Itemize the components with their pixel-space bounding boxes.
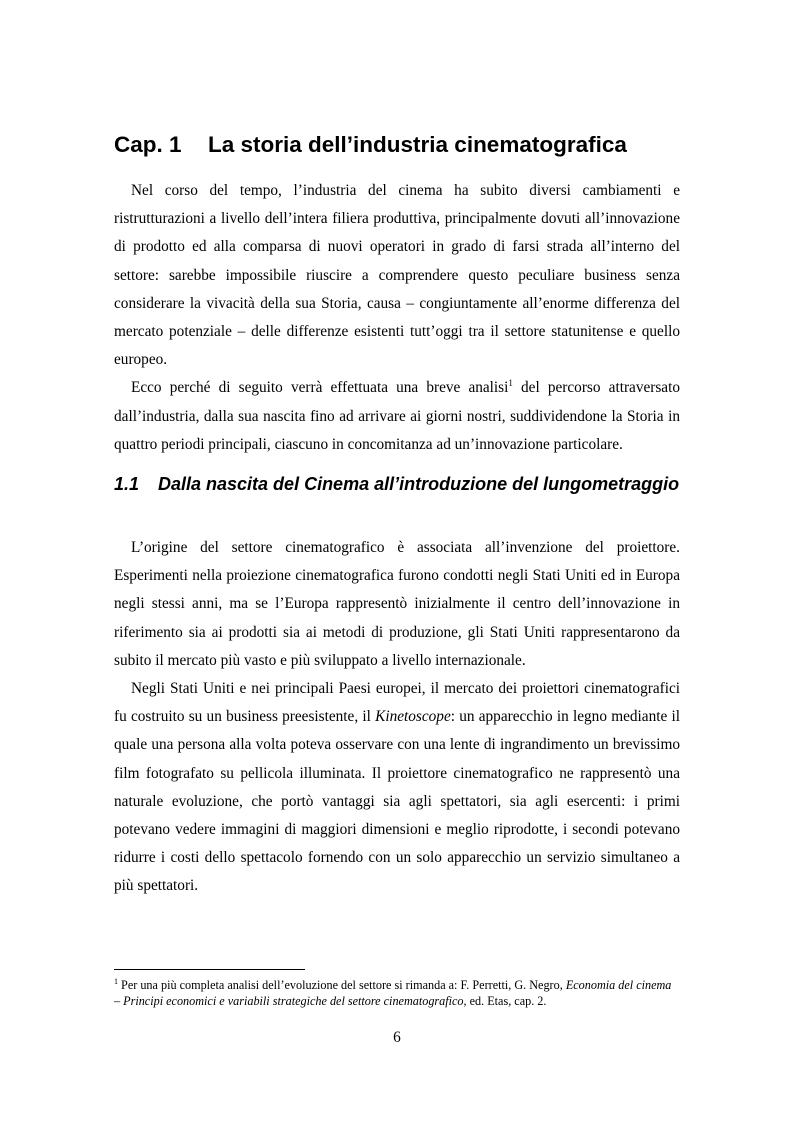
footnote-book-title: Economia del cinema – Principi economici e variabili strategiche del settore cinematografico	[114, 978, 672, 1008]
intro-paragraph-2	[114, 374, 680, 459]
footnote-reference[interactable]: 1	[508, 378, 513, 389]
section-paragraph-2	[114, 675, 680, 901]
chapter-number: Cap. 1	[114, 132, 182, 157]
section-paragraph-2-text-b: : un apparecchio in legno mediante il quale una persona alla volta poteva osservare con una lente di ingrandimento un brevissimo film fotografato su pellicola illuminata. Il proiettore cinematografico ne rappresentò una naturale evoluzione, che portò vantaggi sia agli spettatori, sia agli esercenti: i primi potevano vedere immagini di maggiori dimensioni e meglio riprodotte, i secondi potevano ridurre i costi dello spettacolo fornendo con un solo apparecchio un servizio simultaneo a più spettatori.	[114, 708, 680, 895]
footnote-divider	[114, 969, 305, 970]
page-number: 6	[393, 1029, 401, 1046]
footnote	[114, 978, 680, 1009]
intro-paragraph-2-text-a: Ecco perché di seguito verrà effettuata una breve analisi	[131, 379, 509, 397]
section-paragraph-2-text-a: Negli Stati Uniti e nei principali Paesi europei, il mercato dei proiettori cinematografici fu costruito su un business preesistente, il	[114, 680, 680, 726]
kinetoscope-term: Kinetoscope	[375, 708, 451, 726]
intro-block	[114, 177, 680, 459]
chapter-title-text: La storia dell’industria cinematografica	[208, 132, 627, 157]
section-paragraph-1: L’origine del settore cinematografico è associata all’invenzione del proiettore. Esperimenti nella proiezione cinematografica furono condotti negli Stati Uniti ed in Europa negli stessi anni, ma se l’Europa rappresentò inizialmente il centro dell’innovazione in riferimento sia ai prodotti sia ai metodi di produzione, gli Stati Uniti rappresentarono da subito il mercato più vasto e più sviluppato a livello internazionale.	[114, 539, 680, 669]
section-title	[114, 473, 720, 495]
chapter-title	[114, 131, 714, 159]
intro-paragraph-1: Nel corso del tempo, l’industria del cinema ha subito diversi cambiamenti e ristrutturazioni a livello dell’intera filiera produttiva, principalmente dovuti all’innovazione di prodotto ed alla comparsa di nuovi operatori in grado di farsi strada all’interno del settore: sarebbe impossibile riuscire a comprendere questo peculiare business senza considerare la vivacità della sua Storia, causa – congiuntamente all’enorme differenza del mercato potenziale – delle differenze esistenti tutt’oggi tra il settore statunitense e quello europeo.	[114, 182, 680, 369]
footnote-text-b: , ed. Etas, cap. 2.	[463, 993, 547, 1008]
section-title-text: Dalla nascita del Cinema all’introduzione del lungometraggio	[158, 474, 680, 494]
section-block	[114, 534, 680, 901]
intro-paragraph-2-text-b: del percorso attraversato dall’industria, dalla sua nascita fino ad arrivare ai giorni nostri, suddividendone la Storia in quattro periodi principali, ciascuno in concomitanza ad un’innovazione particolare.	[114, 379, 680, 453]
footnote-marker: 1	[114, 976, 118, 986]
footnote-text-a: Per una più completa analisi dell’evoluzione del settore si rimanda a: F. Perretti, G. Negro,	[118, 978, 566, 992]
section-number: 1.1	[114, 474, 140, 494]
